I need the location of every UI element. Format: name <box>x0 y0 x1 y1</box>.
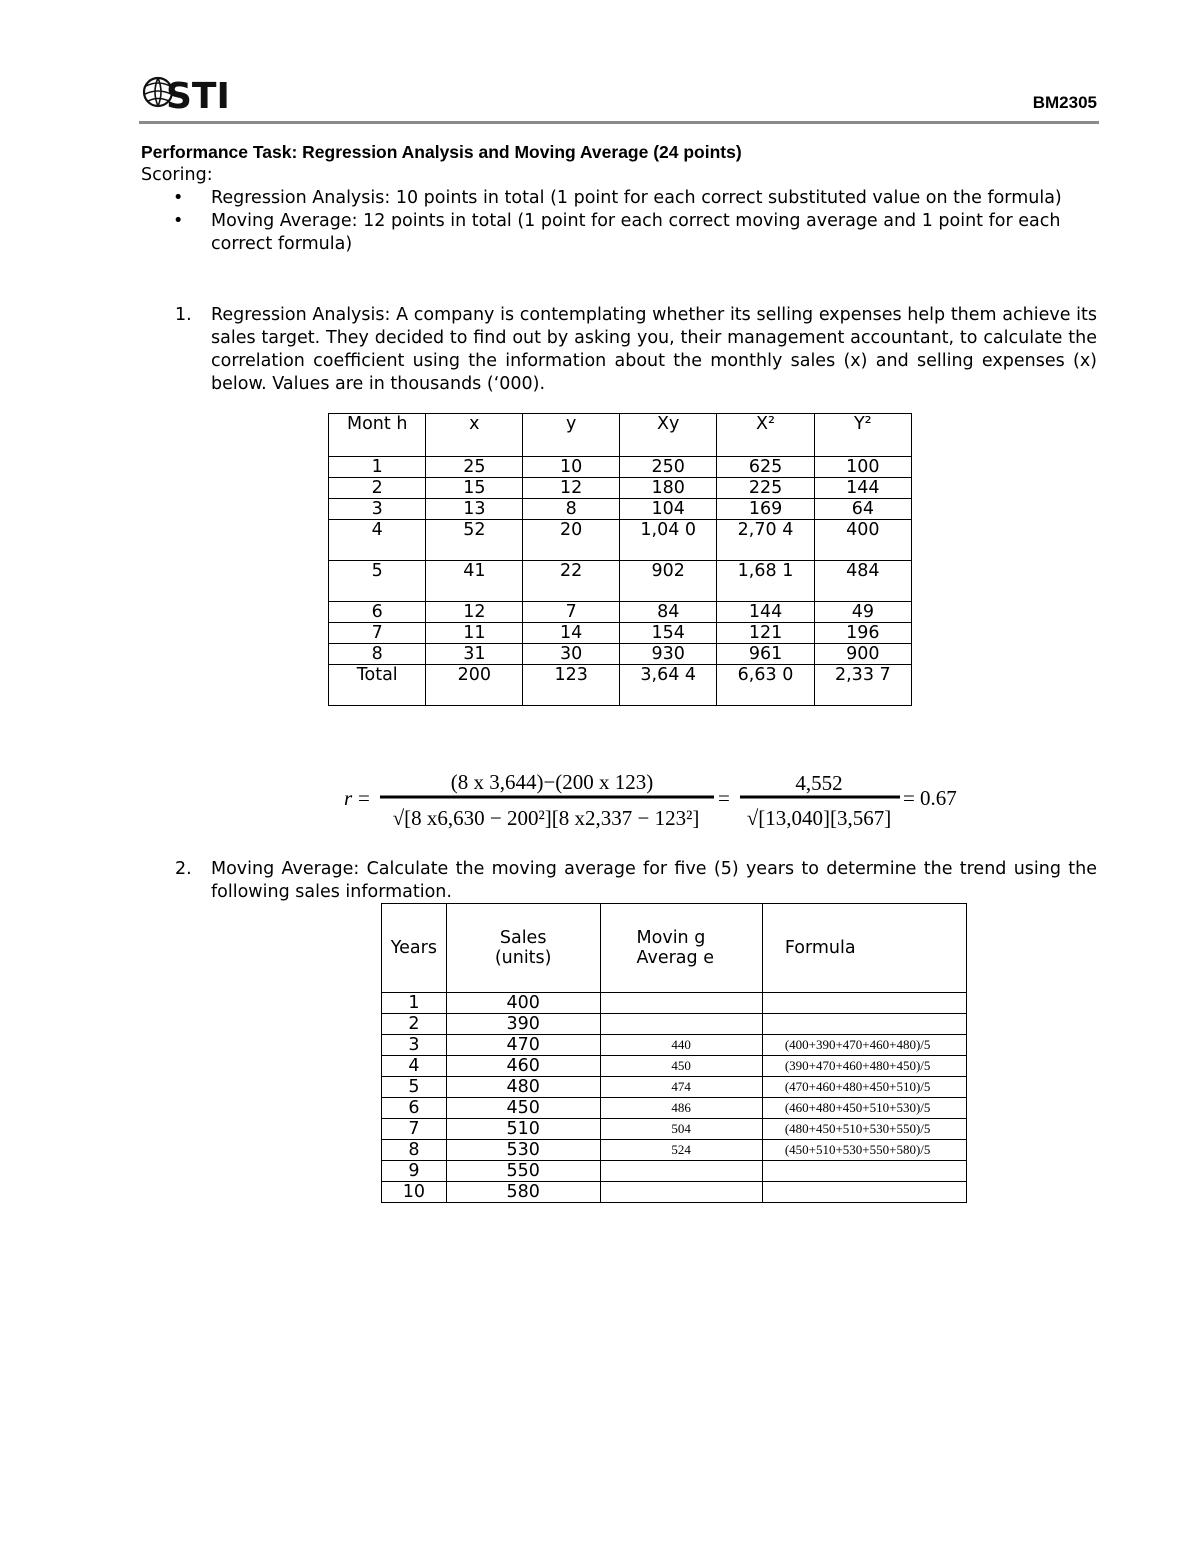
table-row <box>382 1014 967 1035</box>
table-cell: 144 <box>814 478 911 499</box>
question-text: Moving Average: Calculate the moving average for five (5) years to determine the trend using the following sales information. <box>211 859 1097 902</box>
table-cell: 5 <box>329 561 426 602</box>
table-cell: 2,70 4 <box>717 520 814 561</box>
table-cell: 1,04 0 <box>620 520 717 561</box>
bullet-icon: • <box>173 188 184 208</box>
table-cell: 6 <box>329 602 426 623</box>
table-cell <box>600 993 762 1014</box>
question-number: 2. <box>175 859 192 879</box>
table-cell: (400+390+470+460+480)/5 <box>762 1035 966 1056</box>
table-cell: 450 <box>446 1098 600 1119</box>
table-cell: 2 <box>382 1014 447 1035</box>
table-cell: 400 <box>446 993 600 1014</box>
table-cell: 4 <box>382 1056 447 1077</box>
table-cell: 474 <box>600 1077 762 1098</box>
table-cell: 524 <box>600 1140 762 1161</box>
formula-lhs: r <box>344 786 353 810</box>
scoring-label: Scoring: <box>141 165 213 185</box>
page-title: Performance Task: Regression Analysis and Moving Average (24 points) <box>141 142 742 162</box>
table-cell: 470 <box>446 1035 600 1056</box>
table-cell: 961 <box>717 644 814 665</box>
question-text: Regression Analysis: A company is contemplating whether its selling expenses help them achieve its sales target. They decided to find out by asking you, their management accountant, to calculate the correlation coefficient using the information about the monthly sales (x) and selling expenses (x) below. Values are in thousands (‘000). <box>211 305 1097 394</box>
table-cell: 9 <box>382 1161 447 1182</box>
document-code: BM2305 <box>1032 93 1097 112</box>
table-cell: 8 <box>523 499 620 520</box>
table-cell: 13 <box>426 499 523 520</box>
table-cell: Total <box>329 665 426 706</box>
sti-logo <box>142 70 232 114</box>
table-row <box>329 520 912 561</box>
table-cell <box>600 1182 762 1203</box>
table-cell: 900 <box>814 644 911 665</box>
table-cell: 15 <box>426 478 523 499</box>
table-row <box>329 602 912 623</box>
table-cell <box>600 1161 762 1182</box>
table-cell: 486 <box>600 1098 762 1119</box>
table-cell: 580 <box>446 1182 600 1203</box>
table-cell <box>600 1014 762 1035</box>
table-row <box>382 1056 967 1077</box>
table-cell: (480+450+510+530+550)/5 <box>762 1119 966 1140</box>
column-header: Mont h <box>329 414 426 457</box>
formula-equals: = <box>718 786 730 810</box>
table-cell: 169 <box>717 499 814 520</box>
table-cell: 52 <box>426 520 523 561</box>
table-cell: 4 <box>329 520 426 561</box>
table-cell: 5 <box>382 1077 447 1098</box>
table-cell: 180 <box>620 478 717 499</box>
table-row <box>382 1098 967 1119</box>
table-cell: 22 <box>523 561 620 602</box>
table-cell: 104 <box>620 499 717 520</box>
table-header-row <box>382 904 967 993</box>
table-cell: 1 <box>382 993 447 1014</box>
table-cell: 144 <box>717 602 814 623</box>
table-cell: (460+480+450+510+530)/5 <box>762 1098 966 1119</box>
table-cell: 84 <box>620 602 717 623</box>
table-cell: 123 <box>523 665 620 706</box>
table-cell: 154 <box>620 623 717 644</box>
table-row <box>329 623 912 644</box>
table-cell: 225 <box>717 478 814 499</box>
table-cell: 7 <box>329 623 426 644</box>
table-cell: 64 <box>814 499 911 520</box>
table-cell: 30 <box>523 644 620 665</box>
table-cell: 625 <box>717 457 814 478</box>
correlation-formula <box>342 762 982 834</box>
table-cell: 100 <box>814 457 911 478</box>
formula-numerator-2: 4,552 <box>795 771 843 795</box>
intro-section <box>141 141 1097 256</box>
table-cell: 20 <box>523 520 620 561</box>
table-cell: 550 <box>446 1161 600 1182</box>
column-header: Formula <box>762 904 966 993</box>
table-cell: 41 <box>426 561 523 602</box>
table-cell: 930 <box>620 644 717 665</box>
table-cell: 3,64 4 <box>620 665 717 706</box>
list-item: • Regression Analysis: 10 points in total (1 point for each correct substituted value on the formula) <box>173 188 1062 208</box>
table-cell: 11 <box>426 623 523 644</box>
table-cell: 440 <box>600 1035 762 1056</box>
table-cell: 12 <box>426 602 523 623</box>
table-row <box>382 1182 967 1203</box>
table-cell <box>762 993 966 1014</box>
header-divider <box>139 121 1099 124</box>
table-cell: 450 <box>600 1056 762 1077</box>
table-cell: 3 <box>382 1035 447 1056</box>
table-cell: 14 <box>523 623 620 644</box>
column-header: y <box>523 414 620 457</box>
formula-equals: = <box>903 786 915 810</box>
table-cell: (390+470+460+480+450)/5 <box>762 1056 966 1077</box>
column-header: x <box>426 414 523 457</box>
bullet-icon: • <box>173 211 184 231</box>
question-2 <box>141 858 1097 904</box>
table-cell: 2 <box>329 478 426 499</box>
table-cell: 2,33 7 <box>814 665 911 706</box>
column-header: Sales (units) <box>446 904 600 993</box>
table-cell: 250 <box>620 457 717 478</box>
scoring-list <box>141 187 1097 256</box>
table-cell: 49 <box>814 602 911 623</box>
column-header: Movin g Averag e <box>600 904 762 993</box>
table-row <box>329 644 912 665</box>
column-header: Years <box>382 904 447 993</box>
logo-text: STI <box>166 76 230 114</box>
table-cell: 25 <box>426 457 523 478</box>
table-cell: 8 <box>329 644 426 665</box>
table-cell <box>762 1161 966 1182</box>
table-row <box>382 1119 967 1140</box>
table-cell: 31 <box>426 644 523 665</box>
table-row <box>329 478 912 499</box>
table-cell: 121 <box>717 623 814 644</box>
table-row <box>382 1077 967 1098</box>
table-cell: 10 <box>382 1182 447 1203</box>
table-cell <box>762 1014 966 1035</box>
table-cell: 12 <box>523 478 620 499</box>
table-cell: 10 <box>523 457 620 478</box>
table-cell: 200 <box>426 665 523 706</box>
list-item: • Moving Average: 12 points in total (1 point for each correct moving average and 1 point for each correct formula) <box>173 211 1061 254</box>
column-header: X² <box>717 414 814 457</box>
table-cell: 390 <box>446 1014 600 1035</box>
table-header-row <box>329 414 912 457</box>
column-header: Xy <box>620 414 717 457</box>
regression-table <box>328 413 912 706</box>
table-row <box>329 665 912 706</box>
table-cell: 400 <box>814 520 911 561</box>
table-cell: 7 <box>523 602 620 623</box>
table-cell: 6 <box>382 1098 447 1119</box>
formula-result: 0.67 <box>920 786 957 810</box>
table-cell: 460 <box>446 1056 600 1077</box>
table-row <box>329 457 912 478</box>
table-cell: 8 <box>382 1140 447 1161</box>
table-cell: (450+510+530+550+580)/5 <box>762 1140 966 1161</box>
table-cell: 530 <box>446 1140 600 1161</box>
table-cell: 504 <box>600 1119 762 1140</box>
table-cell <box>762 1182 966 1203</box>
table-cell: 1,68 1 <box>717 561 814 602</box>
table-cell: (470+460+480+450+510)/5 <box>762 1077 966 1098</box>
formula-denominator-2: √[13,040][3,567] <box>746 806 892 830</box>
table-row <box>382 993 967 1014</box>
question-1 <box>141 304 1097 396</box>
table-cell: 480 <box>446 1077 600 1098</box>
formula-denominator-1: √[8 x6,630 − 200²][8 x2,337 − 123²] <box>392 806 700 830</box>
table-cell: 3 <box>329 499 426 520</box>
table-cell: 1 <box>329 457 426 478</box>
table-cell: 902 <box>620 561 717 602</box>
table-cell: 484 <box>814 561 911 602</box>
table-row <box>382 1161 967 1182</box>
table-row <box>329 561 912 602</box>
formula-numerator-1: (8 x 3,644)−(200 x 123) <box>450 770 654 794</box>
formula-equals: = <box>358 786 370 810</box>
table-row <box>329 499 912 520</box>
column-header: Y² <box>814 414 911 457</box>
table-row <box>382 1035 967 1056</box>
question-number: 1. <box>175 305 192 325</box>
table-row <box>382 1140 967 1161</box>
table-cell: 7 <box>382 1119 447 1140</box>
moving-average-table <box>381 903 967 1203</box>
table-cell: 6,63 0 <box>717 665 814 706</box>
table-cell: 196 <box>814 623 911 644</box>
table-cell: 510 <box>446 1119 600 1140</box>
